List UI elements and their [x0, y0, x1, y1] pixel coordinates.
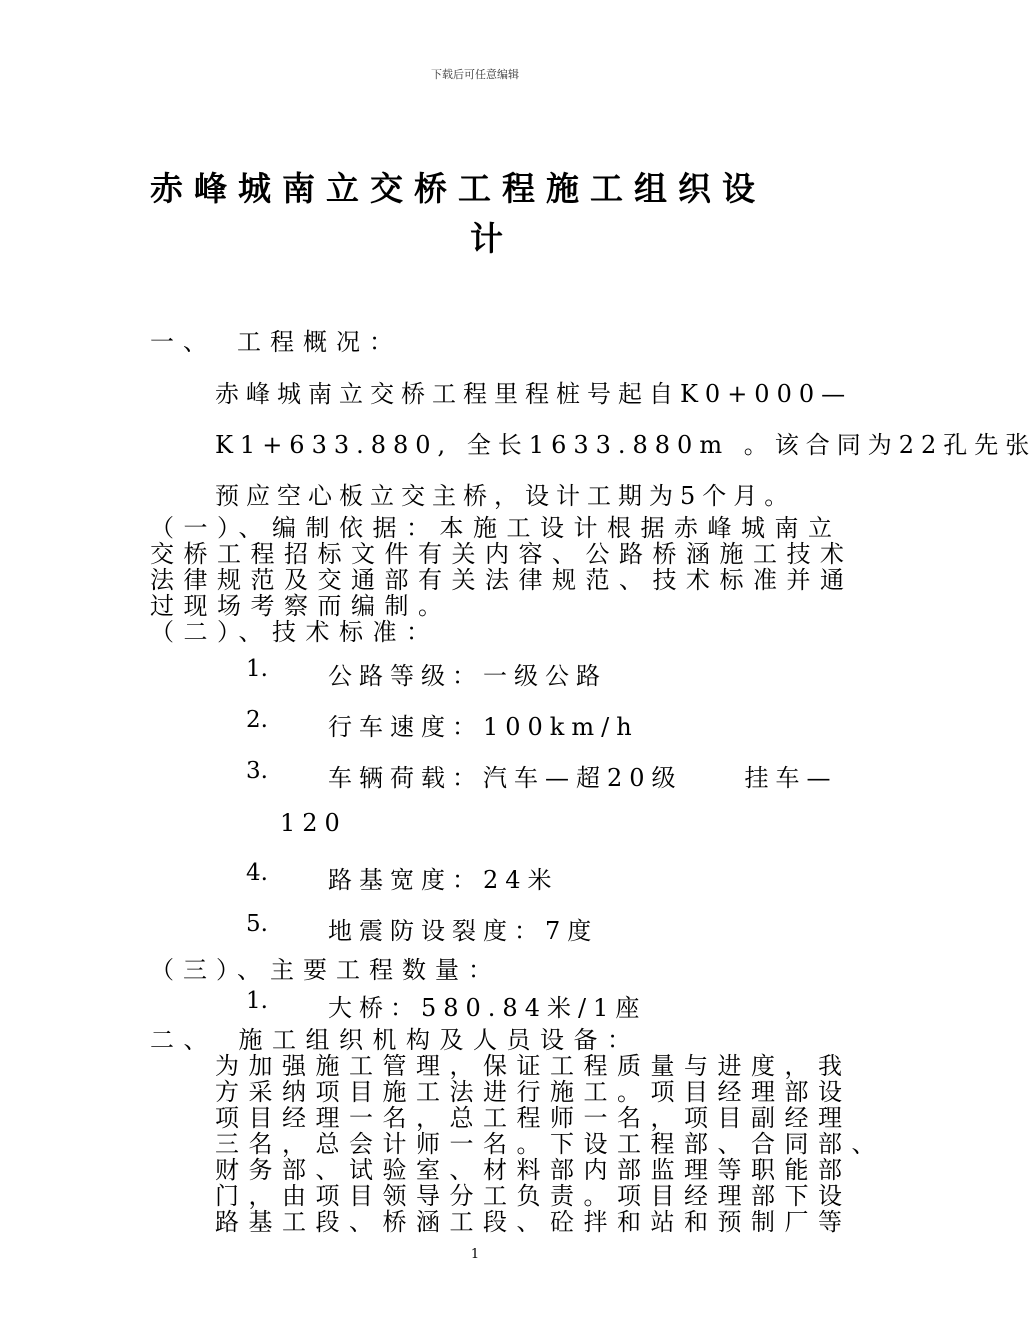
page-number: 1	[470, 1247, 480, 1262]
quantity-heading: （三）、主要工程数量：	[150, 956, 501, 984]
basis-line-3: 法律规范及交通部有关法律规范、技术标准并通	[150, 566, 854, 594]
tech-item-3-text: 车辆荷载：汽车—超20级 挂车—	[328, 764, 838, 792]
basis-line-4: 过现场考察而编制。	[150, 592, 452, 620]
tech-item-4-number: 4.	[246, 860, 268, 886]
document-title-line-1: 赤峰城南立交桥工程施工组织设	[150, 169, 766, 208]
tech-item-2-number: 2.	[246, 707, 268, 733]
tech-item-1-number: 1.	[246, 656, 268, 682]
tech-standard-heading: （二）、技术标准：	[150, 618, 440, 646]
tech-item-4-text: 路基宽度：24米	[328, 866, 559, 894]
tech-item-2-text: 行车速度：100km/h	[328, 713, 639, 741]
page-header: 下载后可任意编辑	[431, 68, 519, 81]
tech-item-5-number: 5.	[246, 911, 268, 937]
basis-line-2: 交桥工程招标文件有关内容、公路桥涵施工技术	[150, 540, 854, 568]
organization-line-4: 三名，总会计师一名。下设工程部、合同部、	[215, 1130, 885, 1158]
overview-line-3: 预应空心板立交主桥，设计工期为5个月。	[215, 482, 796, 510]
quantity-item-1-text: 大桥：580.84米/1座	[328, 994, 647, 1022]
organization-line-3: 项目经理一名，总工程师一名，项目副经理	[215, 1104, 852, 1132]
tech-item-3-continuation: 120	[280, 809, 347, 837]
quantity-item-1-number: 1.	[246, 988, 268, 1014]
overview-line-1: 赤峰城南立交桥工程里程桩号起自K0+000—	[215, 380, 853, 408]
organization-line-5: 财务部、试验室、材料部内部监理等职能部	[215, 1156, 852, 1184]
tech-item-3-number: 3.	[246, 758, 268, 784]
tech-item-1-text: 公路等级：一级公路	[328, 662, 607, 690]
overview-line-2: K1+633.880, 全长1633.880m 。该合同为22孔先张	[215, 431, 1036, 459]
organization-line-1: 为加强施工管理，保证工程质量与进度，我	[215, 1052, 852, 1080]
document-title-line-2: 计	[470, 219, 514, 258]
section-1-heading: 一、 工程概况：	[150, 328, 402, 356]
organization-line-6: 门，由项目领导分工负责。项目经理部下设	[215, 1182, 852, 1210]
tech-item-5-text: 地震防设裂度：7度	[328, 917, 599, 945]
section-2-heading: 二、 施工组织机构及人员设备：	[150, 1026, 641, 1054]
organization-line-7: 路基工段、桥涵工段、砼拌和站和预制厂等	[215, 1208, 852, 1236]
organization-line-2: 方采纳项目施工法进行施工。项目经理部设	[215, 1078, 852, 1106]
basis-line-1: （一）、编制依据：本施工设计根据赤峰城南立	[150, 514, 842, 542]
